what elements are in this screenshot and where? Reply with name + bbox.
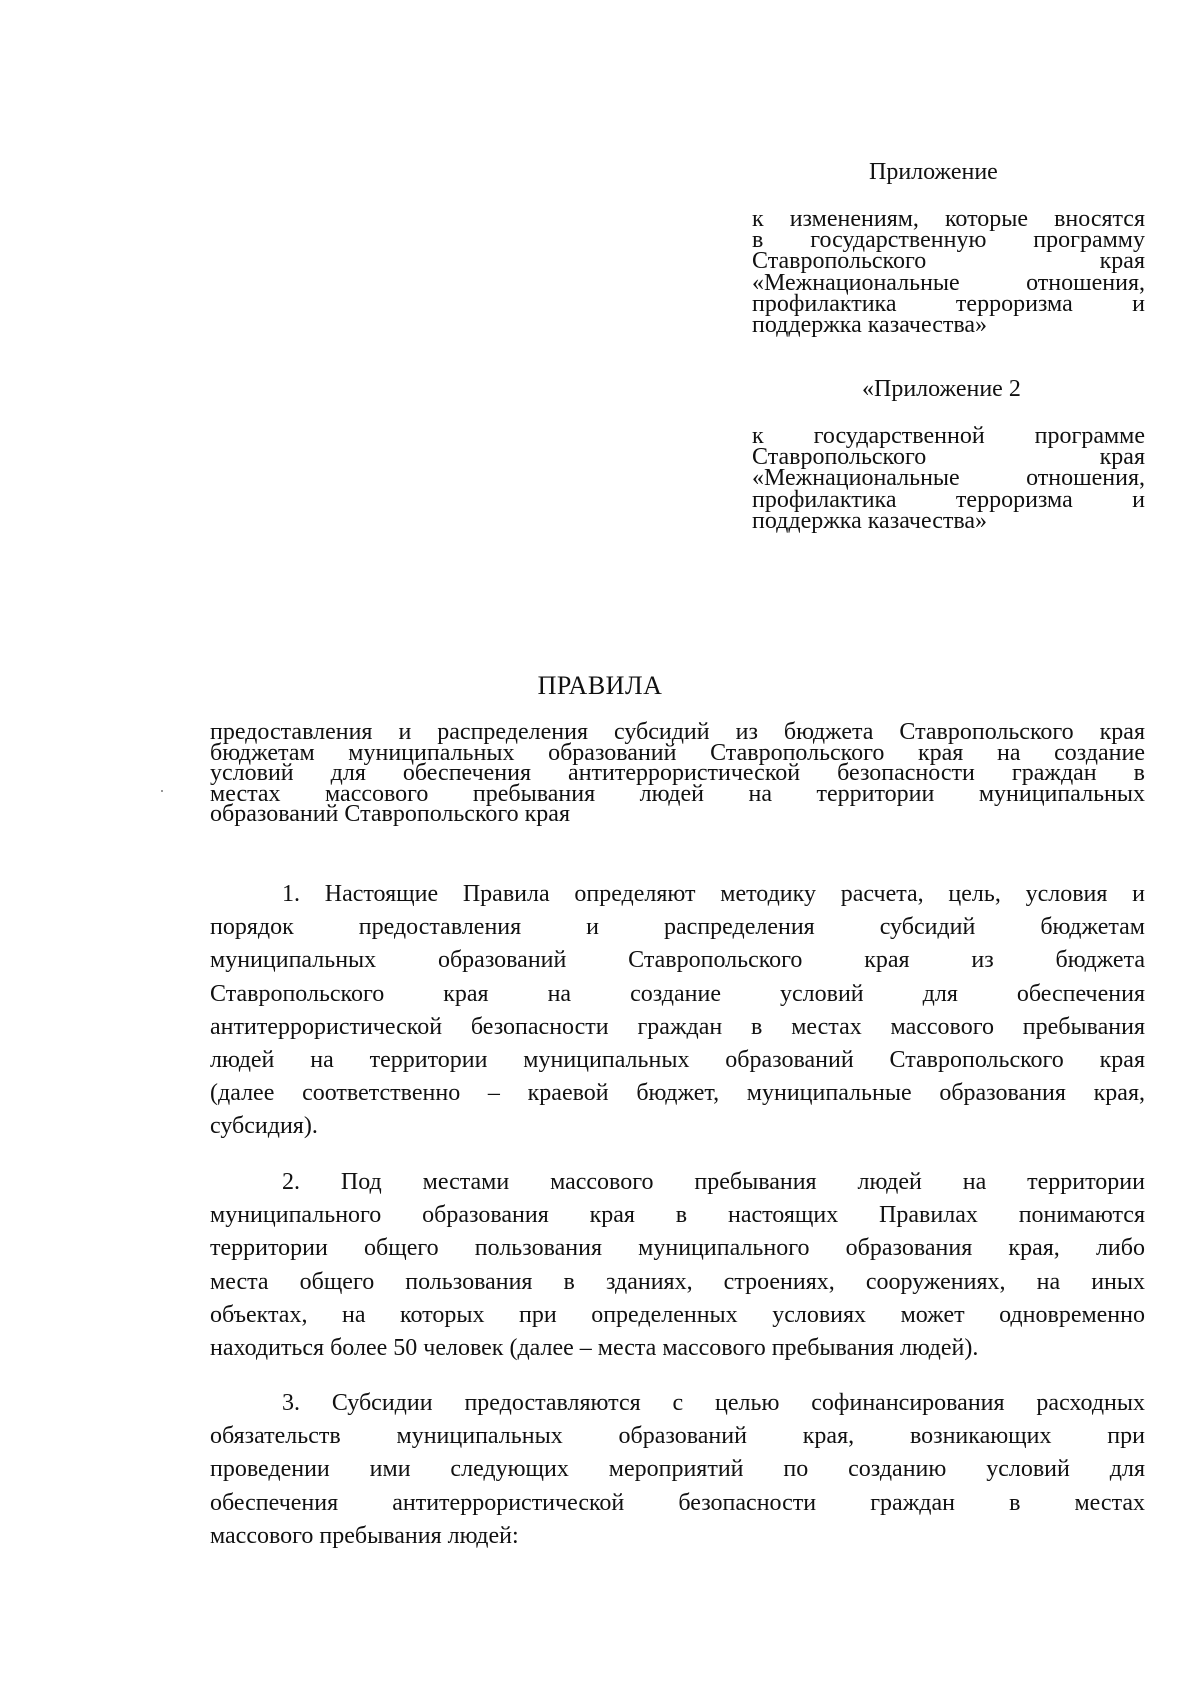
document-subtitle (210, 719, 1145, 828)
appendix-block (752, 157, 1145, 339)
paragraph-line: муниципального образования края в настоящих Правилах понимаются (210, 1202, 1145, 1229)
subtitle-line: условий для обеспечения антитеррористической безопасности граждан в (210, 760, 1145, 787)
appendix-text (752, 206, 1145, 339)
appendix-line: в государственную программу (752, 227, 1145, 254)
paragraph-line: (далее соответственно – краевой бюджет, муниципальные образования края, (210, 1080, 1145, 1107)
paragraph-line: 3. Субсидии предоставляются с целью софинансирования расходных (282, 1390, 1145, 1416)
paragraph-1 (210, 878, 1145, 1144)
paragraph-line: Ставропольского края на создание условий для обеспечения (210, 980, 1145, 1007)
appendix-heading: Приложение (869, 159, 998, 185)
subtitle-line: бюджетам муниципальных образований Ставропольского края на создание (210, 739, 1145, 766)
paragraph-line: находиться более 50 человек (далее – места массового пребывания людей). (210, 1335, 979, 1362)
appendix2-line: «Межнациональные отношения, (752, 465, 1145, 492)
subtitle-line: образований Ставропольского края (210, 801, 570, 828)
paragraph-line: порядок предоставления и распределения субсидий бюджетам (210, 914, 1145, 941)
paragraph-line: 2. Под местами массового пребывания людей на территории (282, 1169, 1145, 1195)
appendix2-block (752, 374, 1145, 532)
paragraph-3 (210, 1387, 1145, 1553)
paragraph-line: субсидия). (210, 1113, 318, 1140)
paragraph-line: 1. Настоящие Правила определяют методику расчета, цель, условия и (282, 881, 1145, 907)
appendix-line: к изменениям, которые вносятся (752, 206, 1145, 232)
appendix2-line: к государственной программе (752, 423, 1145, 449)
paragraph-line: обеспечения антитеррористической безопасности граждан в местах (210, 1489, 1145, 1516)
paragraph-line: места общего пользования в зданиях, строениях, сооружениях, на иных (210, 1268, 1145, 1295)
appendix-line: профилактика терроризма и (752, 290, 1145, 317)
appendix-line: поддержка казачества» (752, 312, 988, 339)
appendix2-heading: «Приложение 2 (862, 376, 1021, 402)
scan-speck (161, 790, 163, 792)
appendix-line: «Межнациональные отношения, (752, 269, 1145, 296)
paragraph-line: проведении ими следующих мероприятий по созданию условий для (210, 1456, 1145, 1483)
paragraph-line: территории общего пользования муниципального образования края, либо (210, 1235, 1145, 1262)
appendix2-line: профилактика терроризма и (752, 486, 1145, 513)
appendix2-line: Ставропольского края (752, 444, 1145, 471)
paragraph-line: обязательств муниципальных образований края, возникающих при (210, 1423, 1145, 1450)
subtitle-line: предоставления и распределения субсидий из бюджета Ставропольского края (210, 719, 1145, 745)
paragraph-line: массового пребывания людей: (210, 1522, 519, 1549)
appendix2-text (752, 423, 1145, 534)
paragraph-2 (210, 1166, 1145, 1365)
appendix-line: Ставропольского края (752, 248, 1145, 275)
paragraph-line: муниципальных образований Ставропольского края из бюджета (210, 947, 1145, 974)
paragraph-line: антитеррористической безопасности граждан в местах массового пребывания (210, 1013, 1145, 1040)
appendix2-line: поддержка казачества» (752, 507, 988, 534)
paragraph-line: людей на территории муниципальных образований Ставропольского края (210, 1047, 1145, 1074)
paragraph-line: объектах, на которых при определенных условиях может одновременно (210, 1301, 1145, 1328)
document-title: ПРАВИЛА (537, 671, 663, 700)
subtitle-line: местах массового пребывания людей на территории муниципальных (210, 780, 1145, 807)
